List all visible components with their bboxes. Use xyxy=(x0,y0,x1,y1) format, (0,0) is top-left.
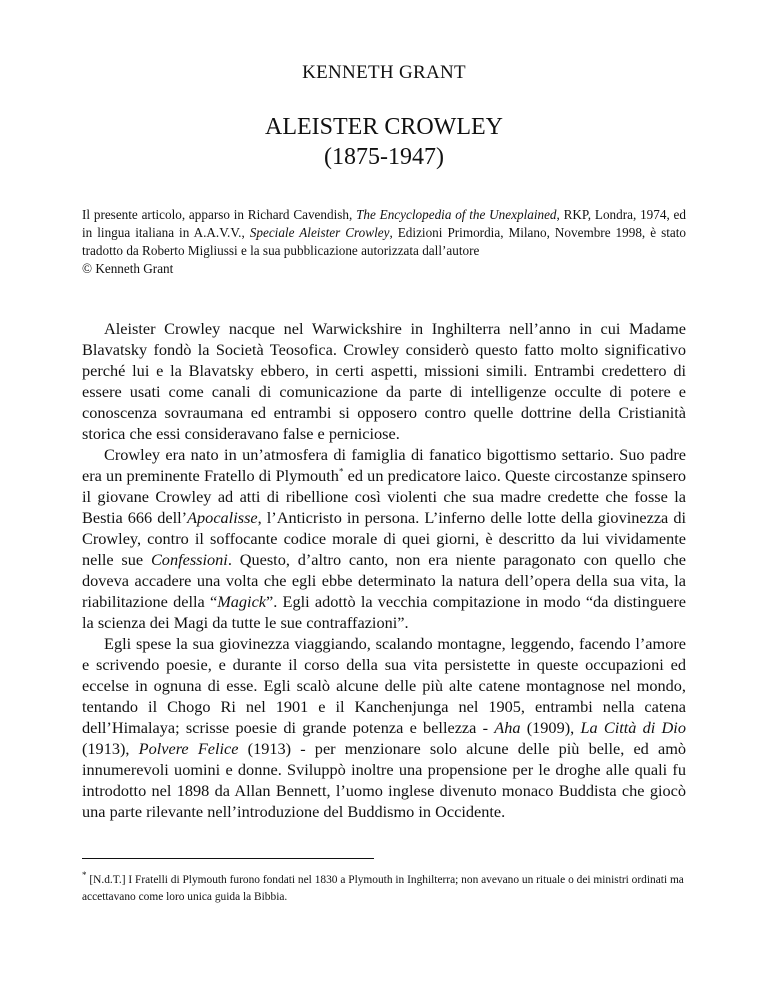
note-text xyxy=(82,206,686,260)
article-title xyxy=(0,112,768,172)
footnote-body: [N.d.T.] I Fratelli di Plymouth furono fondati nel 1830 a Plymouth in Inghilterra; non avevano un rituale o dei ministri ordinati ma accettavano come loro unica guida la Bibbia. xyxy=(82,874,684,903)
copyright-line: © Kenneth Grant xyxy=(82,261,174,276)
italic-run: Polvere Felice xyxy=(138,739,239,758)
paragraph-1: Aleister Crowley nacque nel Warwickshire in Inghilterra nell’anno in cui Madame Blavatsky fondò la Società Teosofica. Crowley considerò questo fatto molto significativo perché lui e la Blavatsky ebbero, in certi aspetti, missioni simili. Entrambi credettero di essere usati come canali di comunicazione da parte di intelligenze occulte di potere e conoscenza sovraumana ed entrambi si opposero contro quelle dottrine della Cristianità storica che essi consideravano false e perniciose. xyxy=(82,319,686,443)
italic-run: Confessioni xyxy=(150,550,228,569)
author-name: KENNETH GRANT xyxy=(302,62,466,83)
note-part: , RKP, Londra, 1974, ed in lingua italiana in A.A.V.V., xyxy=(82,207,686,240)
text-run: Egli spese la sua giovinezza viaggiando, scalando montagne, leggendo, facendo l’amore e scrivendo poesie, e durante il corso della sua vita persistette in queste occupazioni ed eccelse in ognuna di esse. Egli scalò alcune delle più alte catene montagnose nel mondo, tentando il Chogo Ri nel 1901 e il Kanchenjunga nel 1905, entrambi nella catena dell’Himalaya; scrisse poesie di grande potenza e bellezza - xyxy=(82,634,686,737)
italic-run: Aha xyxy=(494,718,521,737)
text-run: (1909), xyxy=(520,718,581,737)
title-text: ALEISTER CROWLEY xyxy=(265,114,503,140)
text-run: ed un predicatore laico. Queste circostanze spinsero il giovane Crowley ad atti di ribellione così violenti che sua madre credette che fosse la Bestia 666 dell’ xyxy=(82,466,687,527)
footnote-text xyxy=(82,872,686,906)
footnote xyxy=(82,872,686,906)
footnote-marker: * xyxy=(338,466,344,477)
footnote-divider xyxy=(82,858,374,859)
text-run: . Questo, d’altro canto, non era niente paragonato con quello che doveva accadere una volta che egli ebbe determinato la natura dell’opera della sua vita, la riabilitazione della “ xyxy=(82,550,686,611)
italic-run: Magick xyxy=(217,592,267,611)
title-dates: (1875-1947) xyxy=(324,144,444,170)
note-book-title: Speciale Aleister Crowley xyxy=(249,225,390,240)
italic-run: La Città di Dio xyxy=(580,718,686,737)
paragraph-3 xyxy=(82,633,686,822)
note-part: Il presente articolo, apparso in Richard Cavendish, xyxy=(82,207,357,222)
footnote-marker: * xyxy=(82,870,87,881)
note-part: , Edizioni Primordia, Milano, Novembre 1998, è stato tradotto da Roberto Migliussi e la sua pubblicazione autorizzata dall’autore xyxy=(82,225,687,258)
italic-run: Apocalisse xyxy=(187,508,258,527)
text-run: (1913) - per menzionare solo alcune delle più belle, ed amò innumerevoli uomini e donne. Sviluppò inoltre una propensione per le droghe alle quali fu introdotto nel 1898 da Allan Bennett, l’uomo inglese divenuto monaco Buddista che giocò una parte rilevante nell’introduzione del Buddismo in Occidente. xyxy=(82,739,686,821)
text-run: Crowley era nato in un’atmosfera di famiglia di fanatico bigottismo settario. Suo padre era un preminente Fratello di Plymouth xyxy=(82,445,686,485)
note-book-title: The Encyclopedia of the Unexplained xyxy=(356,207,557,222)
publication-note xyxy=(82,206,686,278)
text-run: (1913), xyxy=(82,739,139,758)
text-run: ”. Egli adottò la vecchia compitazione in modo “da distinguere la scienza dei Magi da tutte le sue contraffazioni”. xyxy=(82,592,686,632)
paragraph-2 xyxy=(82,444,686,633)
article-body xyxy=(82,318,686,822)
text-run: , l’Anticristo in persona. L’inferno delle lotte della giovinezza di Crowley, contro il soffocante codice morale di quei giorni, è descritto da lui vividamente nelle sue xyxy=(82,508,687,569)
